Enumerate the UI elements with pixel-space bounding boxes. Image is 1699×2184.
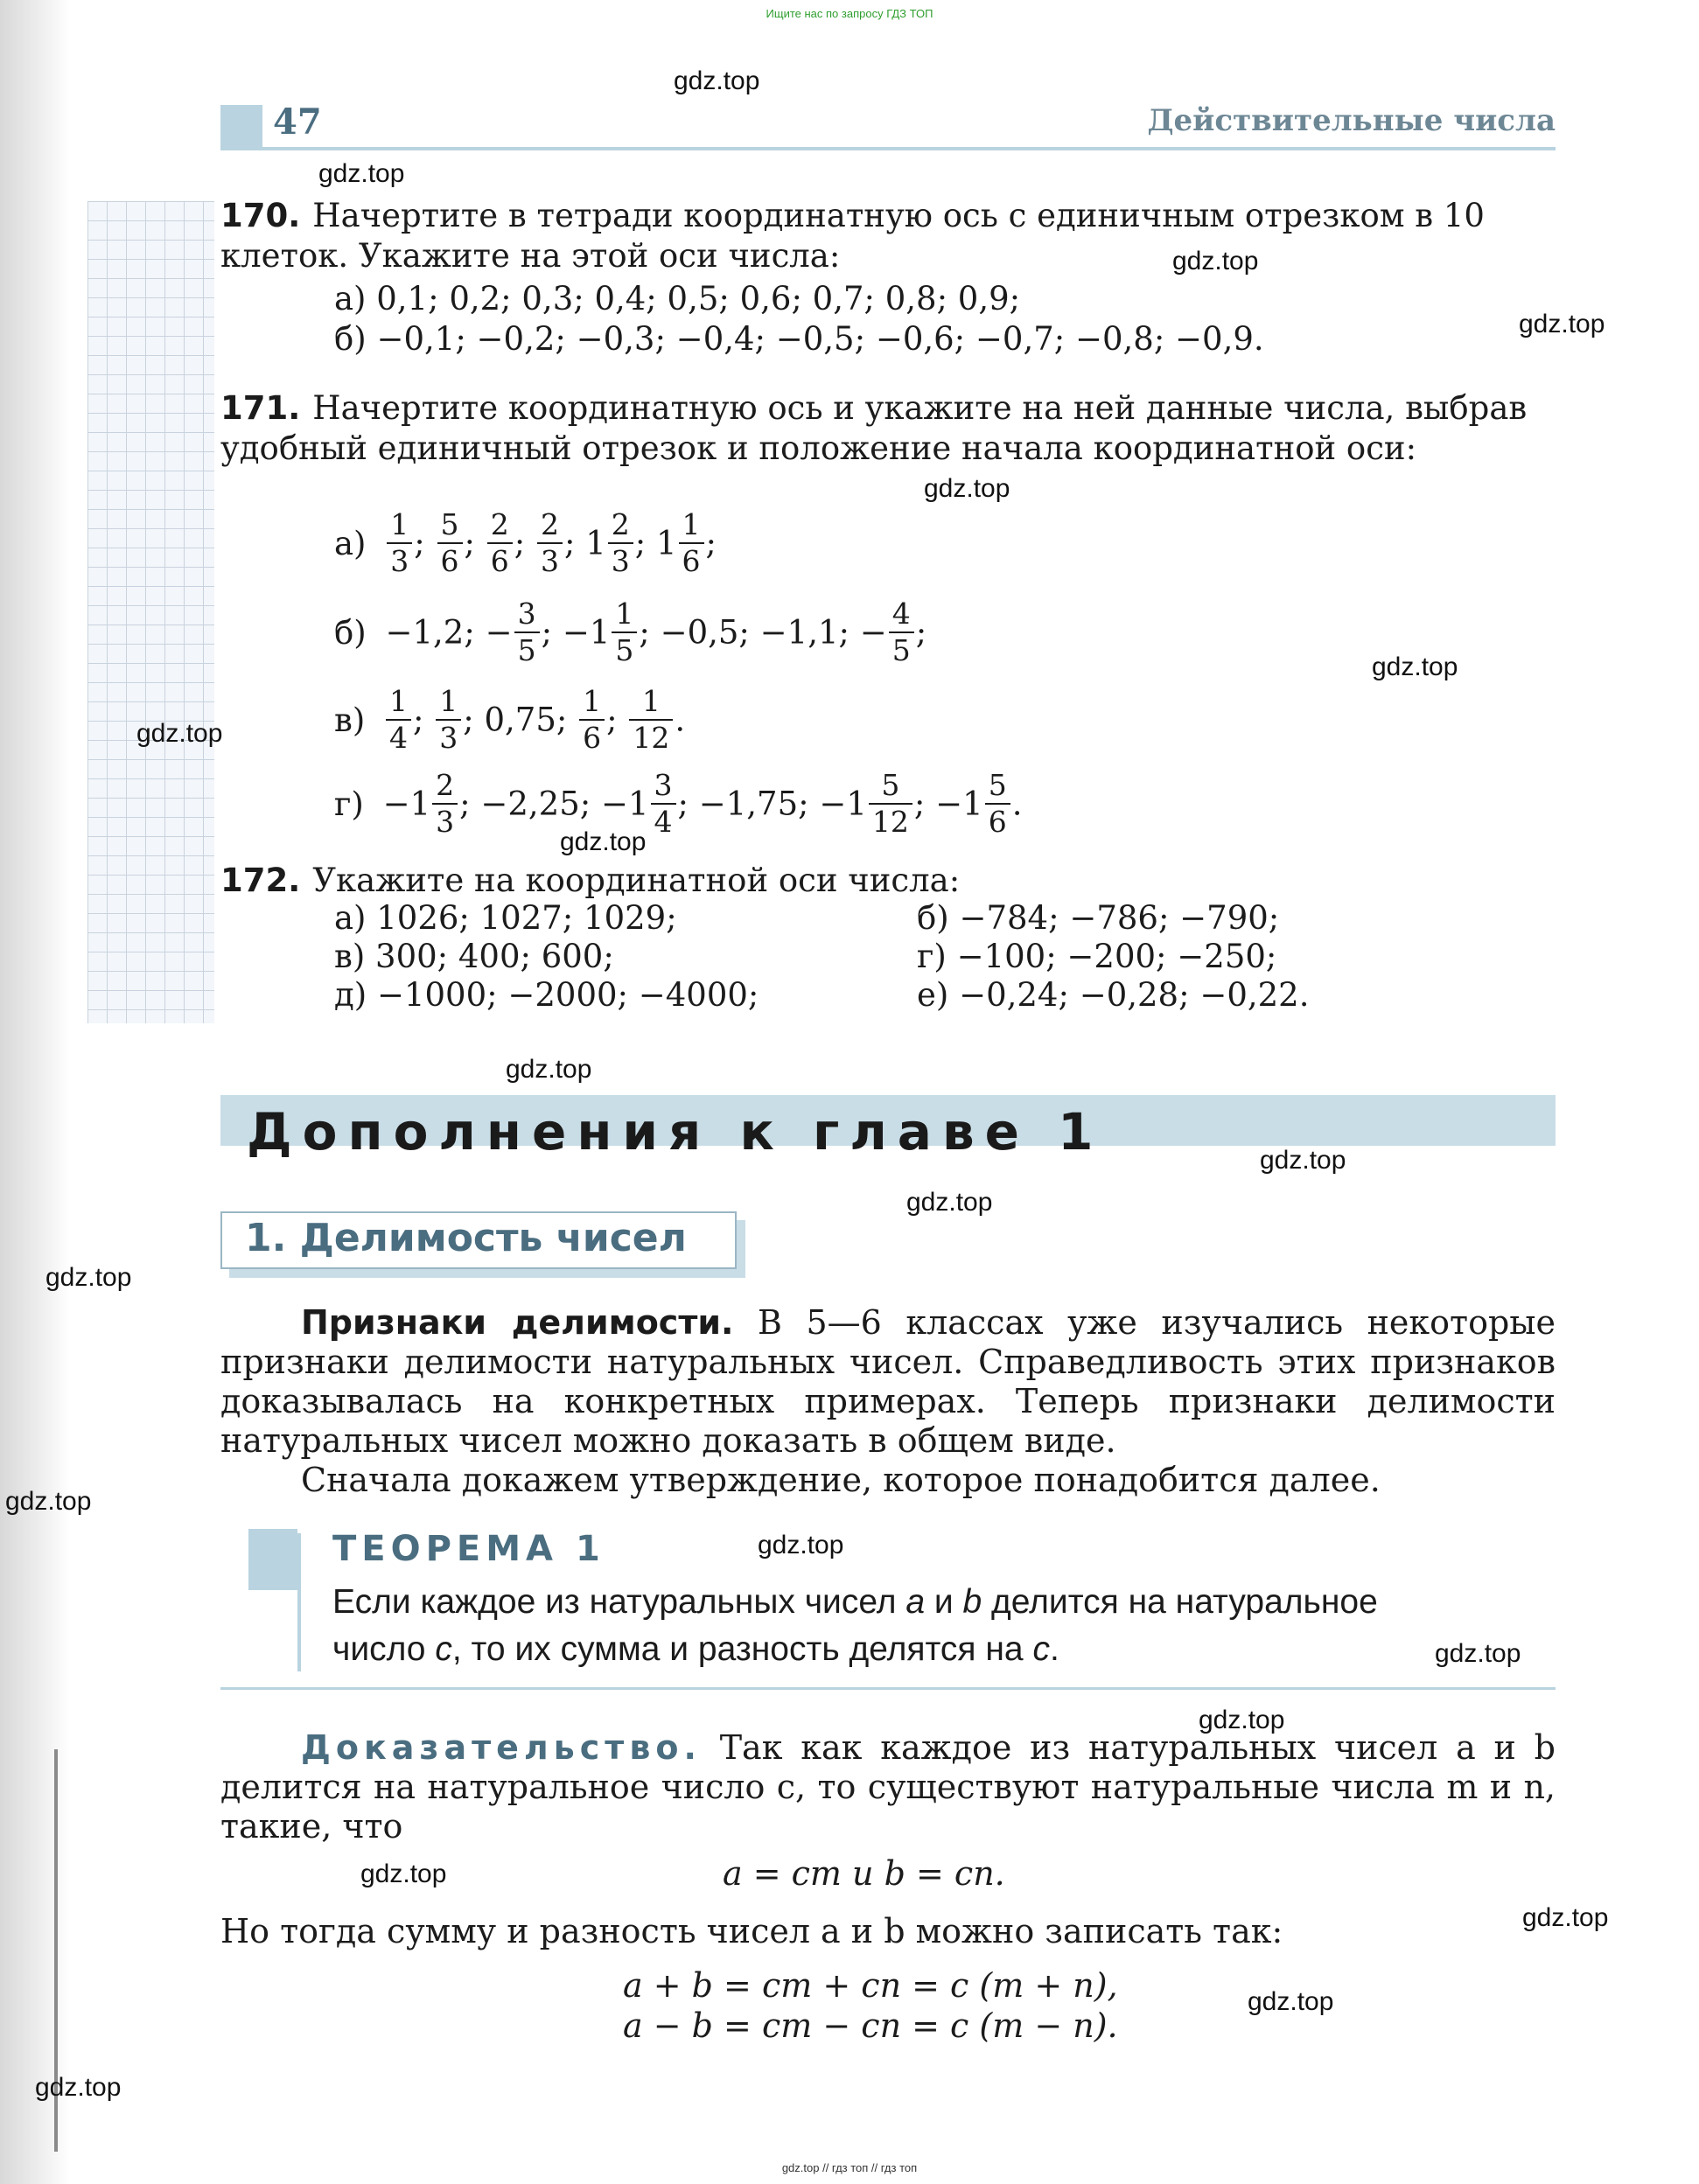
item-label: г) — [334, 785, 364, 823]
watermark: gdz.top — [1519, 310, 1605, 338]
fraction: $\frac{3}{4}$ — [651, 768, 676, 840]
ex172-item-b: б) −784; −786; −790; — [917, 899, 1280, 937]
fraction: $\frac{3}{5}$ — [514, 597, 540, 668]
ex170-item-b: б) −0,1; −0,2; −0,3; −0,4; −0,5; −0,6; −0,7; −0,8; −0,9. — [334, 320, 1264, 358]
theorem-line-2: число c, то их сумма и разность делятся на c. — [332, 1630, 1059, 1668]
exercise-number: 170. — [220, 197, 301, 234]
exercise-172 — [220, 861, 1556, 901]
watermark: gdz.top — [5, 1487, 92, 1516]
paragraph-2: Сначала докажем утверждение, которое понадобится далее. — [301, 1461, 1381, 1499]
paragraph-text: В 5—6 классах уже изучались некоторые признаки делимости натуральных чисел. Справедливость этих признаков доказывалась на конкретных примерах. Теперь признаки делимости натуральных чисел можно доказать в общем виде. — [220, 1303, 1556, 1460]
grid-paper-panel — [87, 201, 214, 1023]
item-label: в) — [334, 701, 366, 739]
watermark: gdz.top — [136, 719, 223, 748]
watermark: gdz.top — [1199, 1706, 1285, 1734]
ex172-item-e: е) −0,24; −0,28; −0,22. — [917, 976, 1310, 1014]
watermark: gdz.top — [360, 1860, 447, 1888]
exercise-text: Начертите в тетради координатную ось с единичным отрезком в 10 клеток. Укажите на этой оси числа: — [220, 197, 1485, 275]
equation-3: a − b = cm − cn = c (m − n). — [623, 2006, 1118, 2045]
fraction: $\frac{1}{12}$ — [629, 684, 673, 756]
watermark: gdz.top — [560, 827, 647, 856]
section-title: 1. Делимость чисел — [245, 1216, 687, 1260]
fraction: $\frac{1}{5}$ — [612, 597, 637, 668]
theorem-marker — [248, 1529, 297, 1590]
chapter-title: Дополнения к главе 1 — [247, 1102, 1104, 1162]
ex171-item-v: в) $\frac{1}{4}$ ; $\frac{1}{3}$ ; 0,75; $\frac{1}{6}$ ; $\frac{1}{12}$ . — [334, 684, 686, 755]
item-label: б) — [334, 613, 367, 652]
header-rule — [220, 147, 1556, 150]
ex172-item-a: а) 1026; 1027; 1029; — [334, 899, 677, 937]
watermark: gdz.top — [1248, 1987, 1334, 2016]
fraction: $\frac{2}{3}$ — [432, 768, 458, 840]
watermark: gdz.top — [924, 474, 1010, 503]
fraction: $\frac{1}{6}$ — [679, 507, 704, 579]
ex171-item-a: а) $\frac{1}{3}$ ; $\frac{5}{6}$ ; $\frac{2}{6}$ ; $\frac{2}{3}$ ; 1 $\frac{2}{3}$ ; 1 $\frac{1}{6}$ ; — [334, 507, 717, 578]
fraction: $\frac{1}{6}$ — [579, 684, 605, 756]
watermark: gdz.top — [1435, 1639, 1521, 1668]
fraction: $\frac{2}{6}$ — [487, 507, 513, 579]
watermark: gdz.top — [318, 159, 405, 188]
page-number: 47 — [273, 101, 322, 143]
fraction: $\frac{4}{5}$ — [889, 597, 914, 668]
fraction: $\frac{2}{3}$ — [608, 507, 633, 579]
ex172-item-d: д) −1000; −2000; −4000; — [334, 976, 759, 1014]
watermark: gdz.top — [1372, 652, 1458, 681]
exercise-text: Начертите координатную ось и укажите на ней данные числа, выбрав удобный единичный отрезок и положение начала координатной оси: — [220, 389, 1528, 467]
running-header: Действительные числа — [1147, 103, 1556, 138]
exercise-170 — [220, 196, 1556, 276]
bottom-note: gdz.top // гдз топ // гдз топ — [781, 2161, 918, 2174]
proof-paragraph — [220, 1728, 1556, 1846]
equation-2: a + b = cm + cn = c (m + n), — [623, 1966, 1118, 2005]
fraction: $\frac{1}{3}$ — [387, 507, 412, 579]
theorem-title: ТЕОРЕМА 1 — [332, 1529, 605, 1569]
fraction: $\frac{5}{6}$ — [985, 768, 1010, 840]
exercise-text: Укажите на координатной оси числа: — [312, 862, 961, 899]
watermark: gdz.top — [1260, 1146, 1346, 1175]
fraction: $\frac{5}{6}$ — [437, 507, 463, 579]
proof-text: Так как каждое из натуральных чисел a и b делится на натуральное число c, то существуют натуральные числа m и n, такие, что — [220, 1728, 1556, 1846]
watermark: gdz.top — [506, 1055, 592, 1084]
theorem-line-1: Если каждое из натуральных чисел a и b делится на натуральное — [332, 1583, 1378, 1621]
paragraph-1 — [220, 1303, 1556, 1461]
ex171-item-g: г) −1 $\frac{2}{3}$ ; −2,25; −1 $\frac{3}{4}$ ; −1,75; −1 $\frac{5}{12}$ ; −1 $\frac{5}{6}$ . — [334, 768, 1023, 839]
fraction: $\frac{1}{4}$ — [386, 684, 411, 756]
theorem-side-rule — [297, 1533, 301, 1671]
exercise-number: 172. — [220, 862, 301, 899]
ex170-item-a: а) 0,1; 0,2; 0,3; 0,4; 0,5; 0,6; 0,7; 0,8; 0,9; — [334, 280, 1021, 317]
theorem-bottom-rule — [220, 1687, 1556, 1690]
watermark: gdz.top — [45, 1263, 132, 1292]
paragraph-lead: Признаки делимости. — [301, 1303, 734, 1342]
top-note: Ищите нас по запросу ГДЗ ТОП — [766, 7, 933, 20]
item-label: а) — [334, 524, 367, 562]
watermark: gdz.top — [35, 2073, 122, 2102]
watermark: gdz.top — [758, 1531, 844, 1560]
watermark: gdz.top — [1522, 1903, 1609, 1932]
fraction: $\frac{1}{3}$ — [436, 684, 461, 756]
page-edge-shadow — [0, 0, 70, 2184]
fraction: $\frac{5}{12}$ — [869, 768, 912, 840]
fraction: $\frac{2}{3}$ — [537, 507, 563, 579]
proof-title: Доказательство. — [301, 1728, 702, 1767]
proof-paragraph-2: Но тогда сумму и разность чисел a и b можно записать так: — [220, 1912, 1283, 1950]
watermark: gdz.top — [674, 66, 760, 95]
header-marker — [220, 105, 262, 150]
watermark: gdz.top — [1172, 247, 1259, 276]
ex172-item-g: г) −100; −200; −250; — [917, 938, 1277, 975]
exercise-171 — [220, 388, 1556, 469]
ex171-item-b: б) −1,2; − $\frac{3}{5}$ ; −1 $\frac{1}{5}$ ; −0,5; −1,1; − $\frac{4}{5}$ ; — [334, 597, 927, 667]
exercise-number: 171. — [220, 389, 301, 427]
watermark: gdz.top — [906, 1188, 993, 1217]
equation-1: a = cm и b = cn. — [723, 1854, 1005, 1893]
ex172-item-v: в) 300; 400; 600; — [334, 938, 614, 975]
